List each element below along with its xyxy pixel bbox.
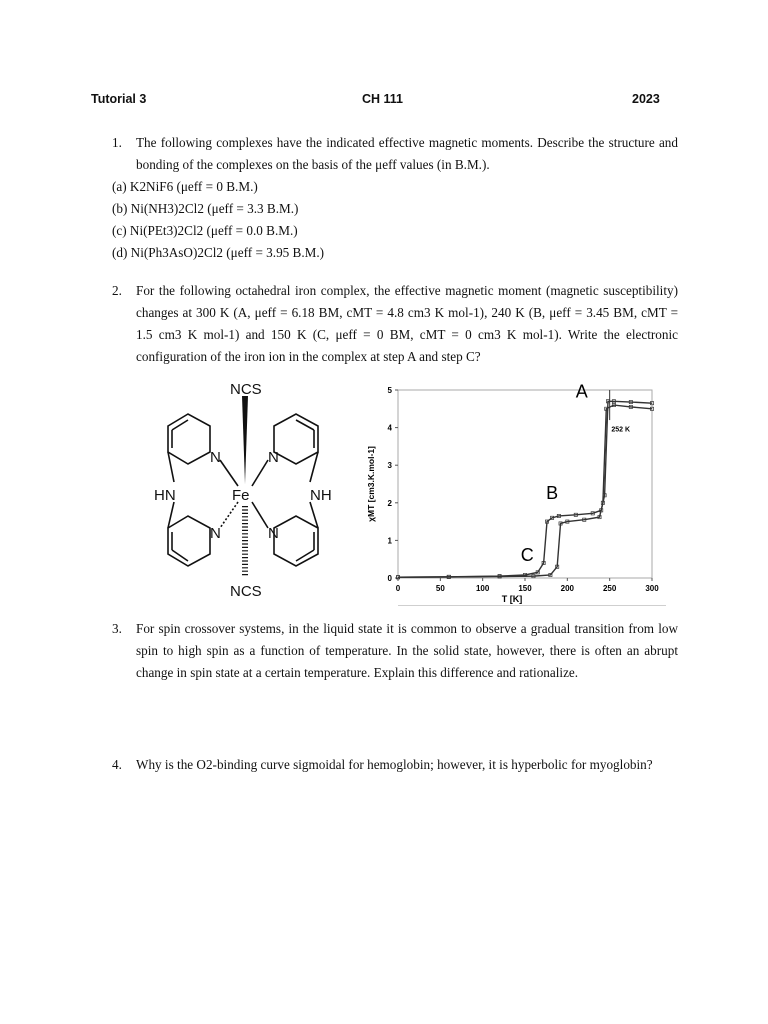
question-text: The following complexes have the indicated effective magnetic moments. Describe the structure and bonding of the complexes on the basis of the μeff values (in B.M.).: [136, 135, 678, 172]
question-number: 3.: [112, 621, 122, 636]
metal-label: Fe: [232, 487, 250, 504]
question-text: Why is the O2-binding curve sigmoidal for hemoglobin; however, it is hyperbolic for myoglobin?: [136, 757, 653, 772]
iron-complex-structure: [150, 378, 350, 600]
question-1: [112, 132, 678, 176]
option-a: (a) K2NiF6 (μeff = 0 B.M.): [112, 179, 258, 194]
question-number: 1.: [112, 135, 122, 150]
x-tick-label: 150: [518, 584, 532, 593]
annotation-a: A: [575, 381, 588, 402]
magnetic-susceptibility-chart: [360, 380, 670, 606]
x-tick-label: 100: [475, 584, 490, 593]
question-number: 2.: [112, 283, 122, 298]
question-text: For the following octahedral iron complex, the effective magnetic moment (magnetic susceptibility) changes at 300 K (A, μeff = 6.18 BM, cMT = 4.8 cm3 K mol-1), 240 K (B, μeff = 3.45 BM, cMT = 1.5 cm3 K mol-1) and 150 K (C, μeff = 0 BM, cMT = 0 cm3 K mol-1). Write the electronic configuration of the iron ion in the complex at step A and step C?: [136, 283, 678, 364]
header-title: Tutorial 3: [91, 92, 147, 106]
n-label: N: [210, 449, 221, 466]
x-axis-label: T [K]: [501, 594, 523, 604]
y-tick-label: 1: [387, 536, 392, 546]
x-tick-label: 0: [395, 584, 401, 593]
question-number: 4.: [112, 757, 122, 772]
n-label: N: [268, 525, 279, 542]
n-label: N: [268, 449, 279, 466]
option-d: (d) Ni(Ph3AsO)2Cl2 (μeff = 3.95 B.M.): [112, 245, 325, 260]
header-course: CH 111: [362, 92, 404, 106]
x-tick-label: 200: [560, 584, 575, 593]
option-b: (b) Ni(NH3)2Cl2 (μeff = 3.3 B.M.): [112, 201, 299, 216]
ligand-bottom: NCS: [230, 583, 262, 600]
x-tick-label: 50: [435, 584, 445, 593]
x-tick-label: 250: [602, 584, 617, 593]
x-tick-label: 300: [645, 584, 659, 593]
question-4: [112, 754, 678, 776]
n-label: N: [210, 525, 221, 542]
y-tick-label: 3: [387, 461, 392, 471]
question-2: [112, 280, 678, 368]
y-tick-label: 5: [387, 386, 392, 395]
ligand-top: NCS: [230, 381, 262, 398]
y-axis-label: χMT [cm3.K.mol-1]: [366, 446, 376, 522]
amine-left: HN: [154, 487, 176, 504]
y-tick-label: 0: [387, 574, 392, 583]
option-c: (c) Ni(PEt3)2Cl2 (μeff = 0.0 B.M.): [112, 223, 298, 238]
amine-right: NH: [310, 487, 332, 504]
y-tick-label: 4: [387, 423, 392, 433]
figure-divider: [398, 605, 666, 606]
question-3: [112, 618, 678, 684]
question-text: For spin crossover systems, in the liquid state it is common to observe a gradual transition from low spin to high spin as a function of temperature. In the solid state, however, there is often an abrupt change in spin state at a certain temperature. Explain this difference and rationalize.: [136, 621, 678, 680]
annotation-b: B: [546, 483, 559, 504]
y-tick-label: 2: [387, 498, 392, 508]
annotation-c: C: [520, 545, 534, 566]
header-year: 2023: [632, 92, 660, 106]
annotation-252-k: 252 K: [611, 426, 631, 434]
